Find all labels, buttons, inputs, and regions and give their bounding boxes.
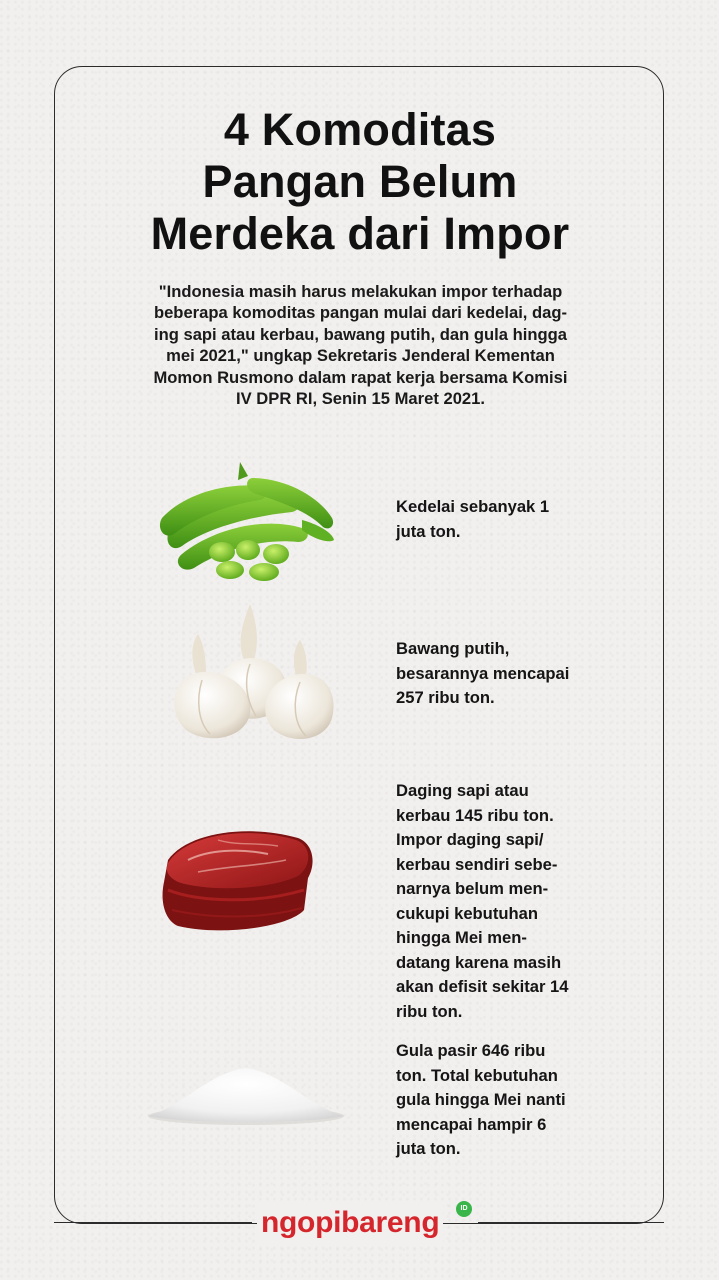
title-line: Merdeka dari Impor	[150, 208, 570, 259]
garlic-icon	[166, 600, 338, 745]
item-line: kerbau 145 ribu ton.	[396, 805, 554, 825]
item-line: 257 ribu ton.	[396, 688, 495, 707]
title-line: Pangan Belum	[202, 156, 518, 207]
brand-logo: ngopibareng	[257, 1203, 443, 1243]
footer-divider-right	[478, 1222, 664, 1223]
intro-line: mei 2021," ungkap Sekretaris Jenderal Kementan	[166, 346, 555, 366]
intro-line: beberapa komoditas pangan mulai dari kedelai, dag-	[153, 303, 568, 323]
item-beef-text	[396, 779, 626, 1024]
brand-badge: ID	[456, 1201, 472, 1217]
soybean-icon	[152, 458, 342, 586]
sugar-icon	[140, 1058, 350, 1130]
item-sugar-text	[396, 1039, 626, 1162]
page-title	[60, 104, 660, 260]
beef-icon	[158, 820, 318, 938]
item-line: akan defisit sekitar 14	[396, 977, 569, 996]
item-soybean-text	[396, 495, 626, 544]
item-line: Daging sapi atau	[396, 781, 529, 800]
item-garlic-text	[396, 637, 626, 711]
item-line: cukupi kebutuhan	[396, 903, 538, 923]
item-line: mencapai hampir 6	[396, 1114, 547, 1134]
intro-line: IV DPR RI, Senin 15 Maret 2021.	[235, 389, 485, 409]
item-line: Impor daging sapi/	[396, 830, 544, 849]
item-line: Bawang putih,	[396, 639, 510, 658]
item-line: datang karena masih	[396, 952, 562, 972]
footer-divider-left	[54, 1222, 252, 1223]
item-line: gula hingga Mei nanti	[396, 1090, 566, 1109]
intro-line: ing sapi atau kerbau, bawang putih, dan gula hingga	[153, 324, 568, 344]
intro-quote	[108, 281, 613, 409]
item-line: ton. Total kebutuhan	[396, 1065, 558, 1085]
item-line: juta ton.	[396, 521, 461, 541]
item-line: besarannya mencapai	[396, 663, 570, 683]
item-line: hingga Mei men-	[396, 928, 527, 947]
intro-line: Momon Rusmono dalam rapat kerja bersama Komisi	[153, 367, 568, 387]
item-line: kerbau sendiri sebe-	[396, 854, 558, 874]
item-line: juta ton.	[396, 1139, 461, 1158]
item-line: narnya belum men-	[396, 879, 549, 898]
item-line: Gula pasir 646 ribu	[396, 1041, 546, 1060]
item-line: Kedelai sebanyak 1	[396, 497, 550, 516]
item-line: ribu ton.	[396, 1001, 463, 1021]
title-line: 4 Komoditas	[223, 104, 497, 155]
intro-line: "Indonesia masih harus melakukan impor terhadap	[158, 282, 563, 301]
